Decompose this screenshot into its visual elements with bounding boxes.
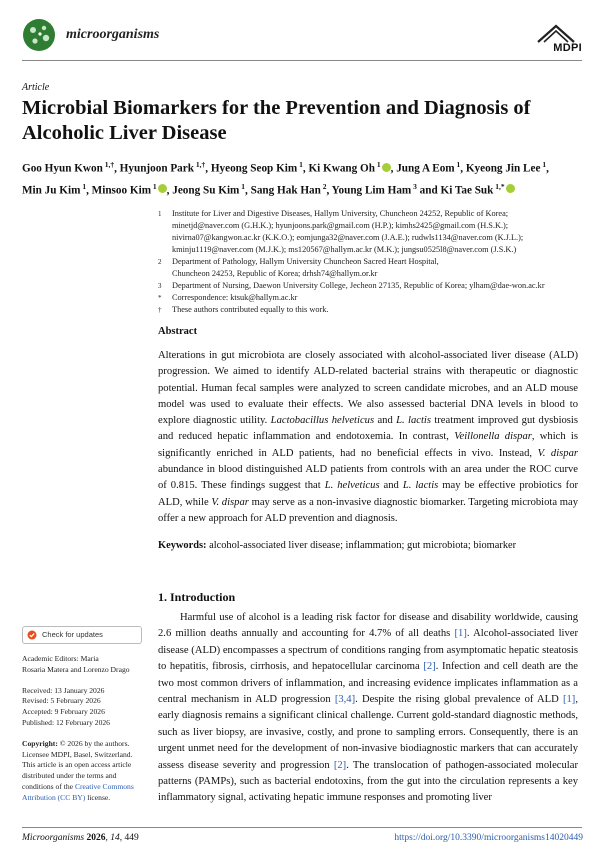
abstract-segment: may be effective probiotics for ALD, while bbox=[158, 480, 579, 508]
author-name: Jeong Su Kim bbox=[172, 184, 240, 197]
keywords-text: alcohol-associated liver disease; inflammation; gut microbiota; biomarker bbox=[209, 540, 517, 551]
author-name: Sang Hak Han bbox=[250, 184, 321, 197]
author-name: Young Lim Ham bbox=[331, 184, 412, 197]
affiliation-line: Department of Pathology, Hallym University Chuncheon Sacred Heart Hospital, bbox=[172, 257, 439, 266]
reference-link[interactable]: [1] bbox=[562, 694, 576, 706]
date-accepted: Accepted: 9 February 2026 bbox=[22, 707, 105, 717]
orcid-icon[interactable] bbox=[506, 184, 515, 193]
footer-doi bbox=[394, 833, 583, 843]
journal-name: microorganisms bbox=[66, 27, 160, 42]
intro-segment: , early diagnosis remains a significant clinical challenge. Current gold-standard diagnostic methods, such as liver biopsy, are invasive, costly, and prone to sampling errors. Consequently, there is an urgent unmet need for the development of non-invasive biodiagnostic markers that can accurately assess disease severity and progression bbox=[158, 694, 578, 771]
footer-volume: 14 bbox=[110, 833, 120, 843]
footer-journal: Microorganisms bbox=[22, 833, 85, 843]
abstract-segment: , which is significantly enriched in ALD patients, had no beneficial effects in vivo. Instead, bbox=[158, 431, 578, 459]
abstract-segment: abundance in blood distinguished ALD patients from controls with an area under the ROC curve of 0.815. These findings suggest that bbox=[158, 464, 578, 492]
author-affiliation-mark: 1 bbox=[374, 160, 381, 169]
author-affiliation-mark: 1,† bbox=[102, 160, 115, 169]
affiliation-mark: 1 bbox=[158, 210, 162, 218]
intro-segment: Harmful use of alcohol is a leading risk factor for disease and disability worldwide, causing 2.6 million deaths annually and accounting for 4.7% of all deaths bbox=[158, 612, 578, 640]
check-updates-label: Check for updates bbox=[42, 629, 103, 639]
species-name: L. lactis bbox=[396, 415, 431, 427]
author-affiliation-mark: 2 bbox=[320, 181, 327, 191]
author-line-1: Goo Hyun Kwon $^{1,\dagger}$, Hyunjoon Park $^{1,\dagger}$, Hyeong Seop Kim $^1$, Ki Kwang Oh $^1$ , Jung A Eom $^1$, Kyeong Jin Lee $^1$, bbox=[22, 160, 549, 175]
reference-link[interactable]: [2] bbox=[333, 759, 347, 771]
author-affiliation-mark: 1,† bbox=[193, 160, 206, 169]
reference-link[interactable]: [3,4] bbox=[334, 694, 356, 706]
affiliation-mark: 3 bbox=[158, 282, 162, 290]
academic-editors bbox=[22, 654, 142, 676]
intro-segment: . Alcohol-associated liver disease (ALD) encompasses a spectrum of conditions ranging from asymptomatic hepatic steatosis to hepatitis, fibrosis, cirrhosis, and hepatocellular carcinoma bbox=[158, 628, 578, 673]
copyright-text: © 2026 by the authors. Licensee MDPI, Basel, Switzerland. This article is an open access article distributed under the terms and conditions of the bbox=[22, 738, 133, 791]
check-updates-button[interactable] bbox=[22, 626, 142, 644]
abstract-segment: and bbox=[374, 415, 397, 427]
author-name: Hyunjoon Park bbox=[119, 162, 194, 175]
author-name: Goo Hyun Kwon bbox=[22, 162, 103, 175]
abstract-segment: and bbox=[379, 480, 403, 492]
author-affiliation-mark: 1 bbox=[454, 160, 461, 169]
author-name: Minsoo Kim bbox=[91, 184, 152, 197]
introduction-heading: 1. Introduction bbox=[158, 590, 236, 604]
author-name: Hyeong Seop Kim bbox=[210, 162, 298, 175]
article-sidebar bbox=[22, 626, 142, 804]
affiliation-mark: 2 bbox=[158, 258, 162, 266]
abstract-segment: Alterations in gut microbiota are closely associated with alcohol-associated liver disease (ALD) progression. We aimed to identify ALD-related bacterial strains with therapeutic or diagnostic potential. Human fecal samples were analyzed to screen candidate microbes, and an ALD mouse model was used to evaluate their effects. We also assessed bacterial DNA levels in blood to explore diagnostic utility. bbox=[158, 350, 578, 427]
abstract-segment: may serve as a non-invasive diagnostic biomarker. Targeting microbiota may offer a new approach for ALD prevention and diagnosis. bbox=[158, 496, 579, 524]
abstract-heading: Abstract bbox=[158, 326, 198, 337]
footer-divider bbox=[22, 827, 582, 828]
check-updates-icon bbox=[27, 630, 37, 640]
species-name: V. dispar bbox=[211, 496, 249, 508]
license-end: license. bbox=[85, 792, 111, 802]
author-affiliation-mark: 1,* bbox=[493, 181, 505, 191]
article-type: Article bbox=[22, 82, 50, 93]
publisher-name: MDPI bbox=[553, 42, 582, 54]
intro-segment: . The translocation of pathogen-associated molecular patterns (PAMPs), such as bacterial endotoxins, from the gut into the circulation represents a key inflammatory signal, activating hepatic immune responses and promoting liver bbox=[158, 759, 578, 804]
affiliation-item bbox=[158, 280, 588, 292]
abstract-text bbox=[158, 348, 578, 527]
date-received: Received: 13 January 2026 bbox=[22, 685, 105, 695]
species-name: Lactobacillus helveticus bbox=[270, 415, 375, 427]
author-name: Ki Tae Suk bbox=[440, 184, 494, 197]
date-published: Published: 12 February 2026 bbox=[22, 717, 110, 727]
orcid-icon[interactable] bbox=[382, 163, 391, 172]
intro-segment: . Despite the rising global prevalence of ALD bbox=[355, 694, 563, 706]
author-affiliation-mark: 1 bbox=[151, 181, 157, 191]
author-name: Jung A Eom bbox=[396, 162, 455, 175]
affiliation-item bbox=[158, 292, 588, 304]
author-line-2: Min Ju Kim $^1$, Minsoo Kim $^1$ , Jeong Su Kim $^1$, Sang Hak Han $^2$, Young Lim Ham $^3$ and Ki Tae Suk $^{1,*}$ bbox=[22, 178, 587, 200]
affiliation-line: kminju1119@naver.com (M.J.K.); ms120567@hallym.ac.kr (M.K.); jungsu0525l8@naver.com (J.S.K.) bbox=[172, 245, 517, 254]
footer-citation: Microorganisms 2026, 14, 449 bbox=[22, 833, 139, 843]
author-affiliation-mark: 1 bbox=[540, 160, 547, 169]
author-name: Min Ju Kim bbox=[22, 184, 81, 197]
author-affiliation-mark: 1 bbox=[80, 181, 87, 191]
affiliation-line: Chuncheon 24253, Republic of Korea; drhsh74@hallym.or.kr bbox=[172, 269, 378, 278]
date-revised: Revised: 5 February 2026 bbox=[22, 696, 101, 706]
journal-logo-icon bbox=[22, 18, 56, 52]
abstract-segment: treatment improved gut dysbiosis and reduced hepatic inflammation and endotoxemia. In contrast, bbox=[158, 415, 579, 443]
footer-page: 449 bbox=[124, 833, 139, 843]
affiliation-line: Correspondence: ktsuk@hallym.ac.kr bbox=[172, 293, 298, 302]
header-divider bbox=[22, 60, 582, 61]
author-name: Ki Kwang Oh bbox=[308, 162, 375, 175]
reference-link[interactable]: [2] bbox=[423, 661, 436, 673]
page-header bbox=[22, 18, 582, 58]
affiliation-line: minetjd@naver.com (G.H.K.); hyunjoons.park@gmail.com (H.P.); kimhs2425@gmail.com (H.S.K.); bbox=[172, 221, 509, 230]
species-name: Veillonella dispar bbox=[454, 431, 532, 443]
keywords bbox=[158, 540, 578, 551]
article-title: Microbial Biomarkers for the Prevention and Diagnosis of Alcoholic Liver Disease bbox=[22, 97, 531, 144]
reference-link[interactable]: [1] bbox=[454, 628, 467, 640]
affiliations bbox=[158, 208, 588, 316]
affiliation-line: Institute for Liver and Digestive Diseases, Hallym University, Chuncheon 24252, Republic of Korea; bbox=[172, 209, 509, 218]
orcid-icon[interactable] bbox=[158, 184, 167, 193]
affiliation-mark: * bbox=[158, 294, 162, 302]
author-affiliation-mark: 1 bbox=[297, 160, 303, 169]
affiliation-item bbox=[158, 208, 588, 256]
species-name: L. lactis bbox=[402, 480, 439, 492]
footer-year: 2026 bbox=[86, 833, 106, 843]
doi-link[interactable]: https://doi.org/10.3390/microorganisms14020449 bbox=[394, 833, 583, 843]
copyright-notice bbox=[22, 739, 142, 804]
author-list bbox=[22, 156, 587, 199]
author-name: Kyeong Jin Lee bbox=[465, 162, 541, 175]
copyright-label: Copyright: bbox=[22, 738, 58, 748]
author-affiliation-mark: 1 bbox=[239, 181, 245, 191]
article-dates bbox=[22, 686, 142, 729]
species-name: V. dispar bbox=[537, 447, 579, 459]
author-affiliation-mark: 3 bbox=[411, 181, 417, 191]
affiliation-line: Department of Nursing, Daewon University College, Jecheon 27135, Republic of Korea; ylham@dae-won.ac.kr bbox=[172, 281, 545, 290]
intro-segment: . Infection and cell death are the two most common drivers of inflammation, and increasing evidence implicates inflammation as a central mechanism in ALD progression bbox=[158, 661, 578, 706]
affiliation-line: nivirna07@kangwon.ac.kr (K.K.O.); eomjunga32@naver.com (J.A.E.); rudwls1134@naver.com (K.J.L.); bbox=[172, 233, 524, 242]
affiliation-line: These authors contributed equally to this work. bbox=[172, 305, 329, 314]
introduction-text bbox=[158, 610, 578, 807]
species-name: L. helveticus bbox=[324, 480, 380, 492]
editors-names: Rosaria Matera and Lorenzo Drago bbox=[22, 664, 130, 674]
affiliation-mark: † bbox=[158, 306, 162, 314]
keywords-label: Keywords: bbox=[158, 540, 207, 551]
license-link[interactable]: Creative Commons Attribution (CC BY) bbox=[22, 781, 134, 802]
editors-label: Academic Editors: Maria bbox=[22, 654, 99, 663]
affiliation-item bbox=[158, 304, 588, 316]
affiliation-item bbox=[158, 256, 588, 280]
